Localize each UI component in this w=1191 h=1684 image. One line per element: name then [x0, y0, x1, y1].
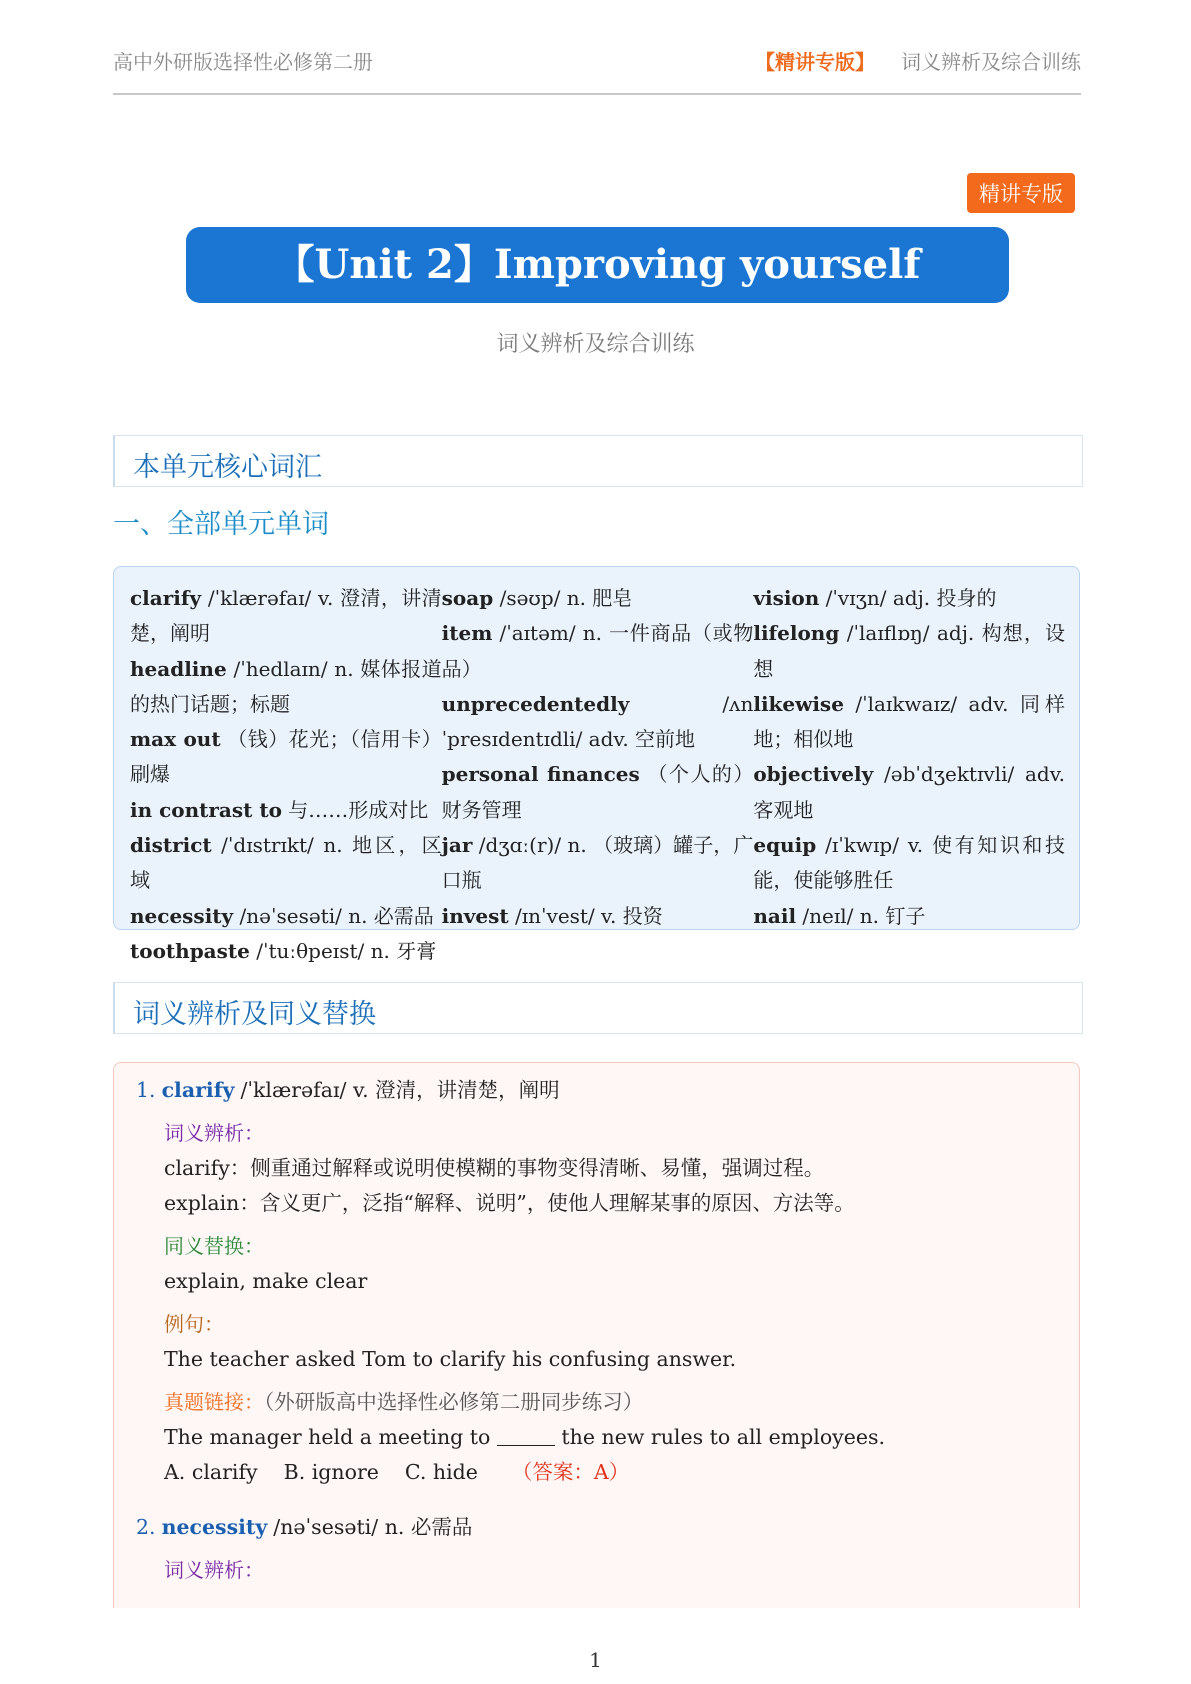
part-heading-all-words: 一、全部单元单词	[113, 509, 329, 540]
vocab-definition: /ˈlaɪflɒŋ/ adj. 构想，设想	[753, 621, 1066, 681]
vocab-entry	[130, 722, 442, 793]
entry-definition: /nəˈsesəti/ n. 必需品	[273, 1515, 473, 1539]
vocab-word: headline	[130, 656, 227, 681]
edition-badge: 精讲专版	[967, 173, 1075, 213]
analysis-label: 词义辨析：	[164, 1558, 264, 1582]
vocab-definition: （个人的）财务管理	[441, 762, 754, 822]
analysis-label: 词义辨析：	[164, 1121, 264, 1145]
question-text-before: The manager held a meeting to	[164, 1425, 497, 1449]
vocab-entry	[753, 757, 1065, 828]
answer-blank	[497, 1427, 555, 1446]
vocab-definition: 与……形成对比	[281, 797, 429, 822]
option-a: A. clarify	[164, 1460, 258, 1484]
answer-key: （答案：A）	[511, 1460, 630, 1484]
exam-question	[164, 1420, 1059, 1455]
vocab-definition: /ɪnˈvest/ v. 投资	[508, 903, 663, 928]
section-heading-core-vocab	[113, 435, 1083, 487]
vocab-column-2	[442, 581, 754, 929]
analysis-line: clarify：侧重通过解释或说明使模糊的事物变得清晰、易懂，强调过程。	[164, 1156, 825, 1180]
vocab-entry	[753, 616, 1065, 687]
vocab-definition: /nəˈsesəti/ n. 必需品	[233, 903, 434, 928]
vocab-entry	[130, 934, 442, 969]
vocab-definition: /ʌnˈpresɪdentɪdli/ adv. 空前地	[441, 691, 754, 752]
vocab-entry	[753, 828, 1065, 899]
example-label: 例句：	[164, 1312, 224, 1336]
word-entries-box	[113, 1062, 1080, 1608]
vocab-definition: /ˈvɪʒn/ adj. 投身的	[819, 586, 997, 610]
running-header-left: 高中外研版选择性必修第二册	[113, 50, 373, 74]
vocab-word: invest	[441, 903, 509, 928]
vocab-definition: /ˈaɪtəm/ n. 一件商品（或物品）	[441, 621, 754, 681]
vocab-entry	[753, 687, 1065, 758]
entry-headword-line	[136, 1073, 1059, 1108]
section-heading-text: 本单元核心词汇	[133, 452, 322, 483]
vocab-word: likewise	[753, 691, 844, 716]
vocab-definition: （钱）花光；（信用卡）刷爆	[130, 727, 442, 787]
vocab-definition: /ˈdɪstrɪkt/ n. 地区，区域	[130, 833, 442, 893]
vocab-word: item	[441, 621, 493, 646]
vocab-definition: /ˈklærəfaɪ/ v. 澄清，讲清楚，阐明	[130, 586, 442, 646]
section-heading-text: 词义辨析及同义替换	[133, 999, 376, 1030]
vocab-word: soap	[441, 586, 494, 610]
vocab-entry	[130, 652, 442, 723]
page-subtitle: 词义辨析及综合训练	[496, 332, 695, 357]
vocab-word: lifelong	[753, 621, 840, 646]
entry-word: clarify	[161, 1078, 235, 1102]
running-header-right	[755, 46, 1081, 75]
option-b: B. ignore	[283, 1460, 379, 1484]
vocab-definition: /dʒɑː(r)/ n. （玻璃）罐子，广口瓶	[441, 833, 754, 893]
vocab-word: nail	[753, 903, 797, 928]
vocab-entry	[442, 757, 754, 828]
vocab-definition: /neɪl/ n. 钉子	[796, 903, 926, 928]
vocab-entry	[753, 581, 1065, 616]
page-title: 【Unit 2】Improving yourself	[186, 227, 1009, 303]
vocab-column-3	[753, 581, 1065, 929]
vocab-word: district	[130, 833, 212, 858]
option-c: C. hide	[404, 1460, 478, 1484]
vocab-word: necessity	[130, 903, 234, 928]
vocab-entry	[442, 616, 754, 687]
vocab-entry	[130, 793, 442, 828]
synonym-text: explain, make clear	[164, 1269, 368, 1293]
vocab-word: clarify	[130, 586, 202, 610]
question-text-after: the new rules to all employees.	[554, 1425, 886, 1449]
vocab-entry	[130, 899, 442, 934]
entry-number: 1.	[136, 1078, 156, 1102]
vocab-word: toothpaste	[130, 938, 250, 963]
vocab-table	[113, 566, 1080, 963]
vocab-entry	[442, 828, 754, 899]
exam-link-line	[164, 1385, 1059, 1420]
vocab-definition: /ˈhedlaɪn/ n. 媒体报道的热门话题；标题	[130, 656, 442, 716]
entry-word: necessity	[161, 1515, 268, 1539]
vocab-definition: /səʊp/ n. 肥皂	[493, 586, 633, 610]
vocab-word: jar	[441, 833, 473, 858]
vocab-column-1	[130, 581, 442, 963]
vocab-word: unprecedentedly	[441, 691, 630, 716]
exam-link-source: （外研版高中选择性必修第二册同步练习）	[264, 1390, 644, 1414]
page-number: 1	[589, 1648, 602, 1672]
vocab-definition: /ˈtuːθpeɪst/ n. 牙膏	[249, 938, 437, 963]
vocab-word: equip	[753, 833, 817, 858]
header-right-text: 词义辨析及综合训练	[901, 50, 1081, 74]
vocab-entry	[442, 581, 754, 616]
header-divider	[113, 93, 1081, 95]
entry-headword-line	[136, 1510, 1059, 1545]
example-sentence: The teacher asked Tom to clarify his confusing answer.	[164, 1347, 737, 1371]
analysis-line: explain：含义更广，泛指“解释、说明”，使他人理解某事的原因、方法等。	[164, 1191, 855, 1215]
synonym-label: 同义替换：	[164, 1234, 264, 1258]
entry-definition: /ˈklærəfaɪ/ v. 澄清，讲清楚，阐明	[240, 1078, 560, 1102]
vocab-word: vision	[753, 586, 820, 610]
vocab-definition: /ɪˈkwɪp/ v. 使有知识和技能，使能够胜任	[753, 833, 1066, 893]
answer-options	[164, 1455, 1059, 1490]
exam-link-label: 真题链接：	[164, 1390, 264, 1414]
vocab-entry	[753, 899, 1065, 934]
vocab-word: in contrast to	[130, 797, 282, 822]
vocab-entry	[130, 828, 442, 899]
vocab-word: objectively	[753, 762, 874, 787]
vocab-word: personal finances	[441, 762, 640, 787]
section-heading-synonyms	[113, 982, 1083, 1034]
vocab-definition: /əbˈdʒektɪvli/ adv. 客观地	[753, 762, 1066, 822]
vocab-entry	[442, 899, 754, 934]
vocab-entry	[130, 581, 442, 652]
vocab-word: max out	[130, 727, 221, 752]
header-tag: 【精讲专版】	[755, 50, 875, 74]
entry-number: 2.	[136, 1515, 156, 1539]
vocab-entry	[442, 687, 754, 758]
vocab-definition: /ˈlaɪkwaɪz/ adv. 同样地；相似地	[753, 691, 1066, 752]
